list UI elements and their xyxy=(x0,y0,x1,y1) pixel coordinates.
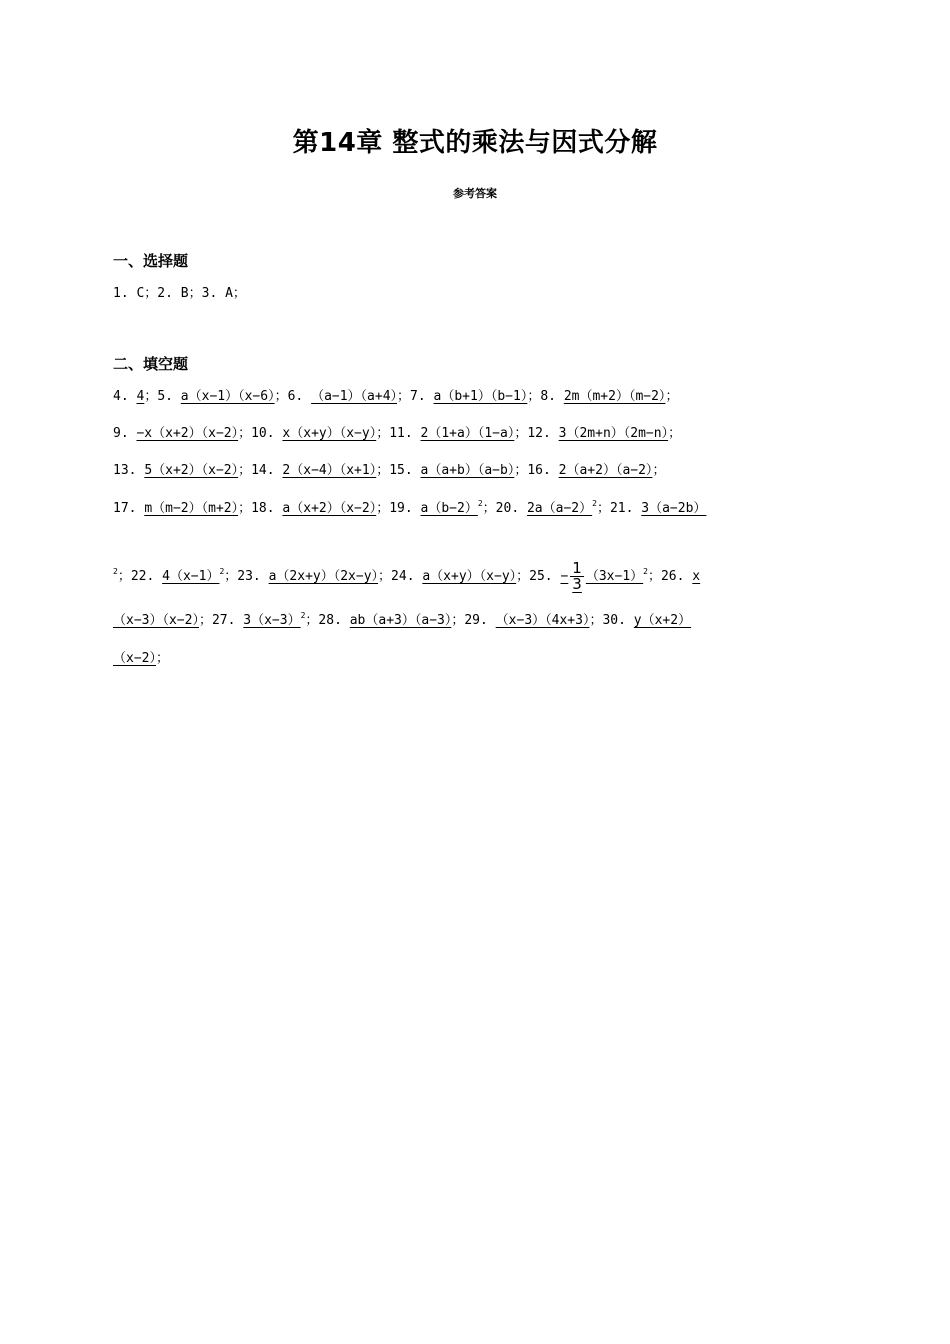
answer-blank: a（a+b）（a−b） xyxy=(420,463,515,478)
choice-answers: 1. C；2. B；3. A； xyxy=(113,286,246,301)
answer-blank: 4 xyxy=(136,389,145,404)
answer-text: ；10. xyxy=(238,426,283,441)
answer-text: 13. xyxy=(113,463,145,478)
answer-text: ； xyxy=(652,463,666,478)
answer-text: ；18. xyxy=(238,501,283,516)
answer-blank: −x（x+2）（x−2） xyxy=(136,426,239,441)
answer-text: ；20. xyxy=(482,501,527,516)
answer-blank: （x−2） xyxy=(113,651,156,666)
page-subtitle: 参考答案 xyxy=(453,187,497,200)
answer-text: ；7. xyxy=(397,389,434,404)
answer-text: ； xyxy=(155,651,169,666)
answer-text: ；30. xyxy=(589,613,634,628)
answer-blank: （x−3）（x−2） xyxy=(113,613,199,628)
fraction xyxy=(570,561,584,592)
fraction-numerator: 1 xyxy=(572,559,582,577)
answer-text: ；19. xyxy=(376,501,421,516)
answer-line xyxy=(113,649,833,669)
answer-blank: a（x+y）（x−y） xyxy=(422,569,517,584)
page-title: 第14章 整式的乘法与因式分解 xyxy=(292,128,658,158)
answer-blank: 2（x−4）（x+1） xyxy=(282,463,377,478)
answer-blank: （a−1）（a+4） xyxy=(311,389,398,404)
answer-line xyxy=(113,561,833,592)
answer-blank: 5（x+2）（x−2） xyxy=(144,463,239,478)
answer-blank: − xyxy=(560,569,569,584)
answer-text: ；14. xyxy=(238,463,283,478)
answer-text: ；23. xyxy=(224,569,269,584)
exponent: 2 xyxy=(643,567,648,576)
answer-blank: （3x−1） xyxy=(585,569,644,584)
answer-text: ； xyxy=(668,426,682,441)
answer-blank: 3（a−2b） xyxy=(641,501,707,516)
answer-blank: a（x+2）（x−2） xyxy=(282,501,377,516)
answer-blank: 2（a+2）（a−2） xyxy=(558,463,653,478)
exponent: 2 xyxy=(592,499,597,508)
answer-text: ；22. xyxy=(117,569,163,584)
answer-text: ；11. xyxy=(376,426,421,441)
fraction-denominator: 3 xyxy=(572,575,582,593)
answer-text: ；21. xyxy=(596,501,642,516)
answer-line xyxy=(113,611,833,631)
answer-blank: x（x+y）（x−y） xyxy=(282,426,377,441)
answer-text: ；5. xyxy=(144,389,181,404)
answer-blank: a（b−2） xyxy=(420,501,478,516)
answer-blank: 3（2m+n）（2m−n） xyxy=(558,426,669,441)
answer-blank: 2（1+a）（1−a） xyxy=(420,426,515,441)
answer-text: ； xyxy=(665,389,679,404)
answer-text: 9. xyxy=(113,426,137,441)
answer-text: ；6. xyxy=(274,389,312,404)
answer-blank: 4（x−1） xyxy=(162,569,220,584)
answer-blank: x xyxy=(692,569,701,584)
answer-text: ；24. xyxy=(378,569,423,584)
answer-line xyxy=(113,387,833,407)
exponent: 2 xyxy=(477,499,483,508)
answer-text: ；28. xyxy=(305,613,350,628)
answer-blank: 3（x−3） xyxy=(243,613,301,628)
answer-blank: 2m（m+2）（m−2） xyxy=(563,389,666,404)
answer-blank: a（x−1）（x−6） xyxy=(180,389,275,404)
exponent: 2 xyxy=(219,567,225,576)
section-heading-choice: 一、选择题 xyxy=(113,252,189,270)
answer-text: 4. xyxy=(113,389,137,404)
answer-blank: 2a（a−2） xyxy=(526,501,593,516)
answer-blank: m（m−2）（m+2） xyxy=(144,501,239,516)
exponent: 2 xyxy=(113,567,118,576)
answer-line xyxy=(113,499,833,519)
answer-blank: a（2x+y）（2x−y） xyxy=(268,569,379,584)
answer-text: ；25. xyxy=(516,569,561,584)
answer-blank: a（b+1）（b−1） xyxy=(433,389,528,404)
exponent: 2 xyxy=(300,611,306,620)
answer-text: ；27. xyxy=(198,613,244,628)
answer-text: ；8. xyxy=(527,389,564,404)
answer-text: ；15. xyxy=(376,463,421,478)
answer-line xyxy=(113,424,833,444)
answer-blank: （x−3）（4x+3） xyxy=(495,613,590,628)
answer-blank: y（x+2） xyxy=(633,613,692,628)
answer-text: ；26. xyxy=(647,569,693,584)
section-heading-fill: 二、填空题 xyxy=(113,355,189,373)
answer-text: ；29. xyxy=(451,613,496,628)
answer-text: 17. xyxy=(113,501,145,516)
answer-line xyxy=(113,461,833,481)
answer-blank: ab（a+3）（a−3） xyxy=(349,613,452,628)
answer-text: ；12. xyxy=(514,426,559,441)
answer-text: ；16. xyxy=(514,463,559,478)
